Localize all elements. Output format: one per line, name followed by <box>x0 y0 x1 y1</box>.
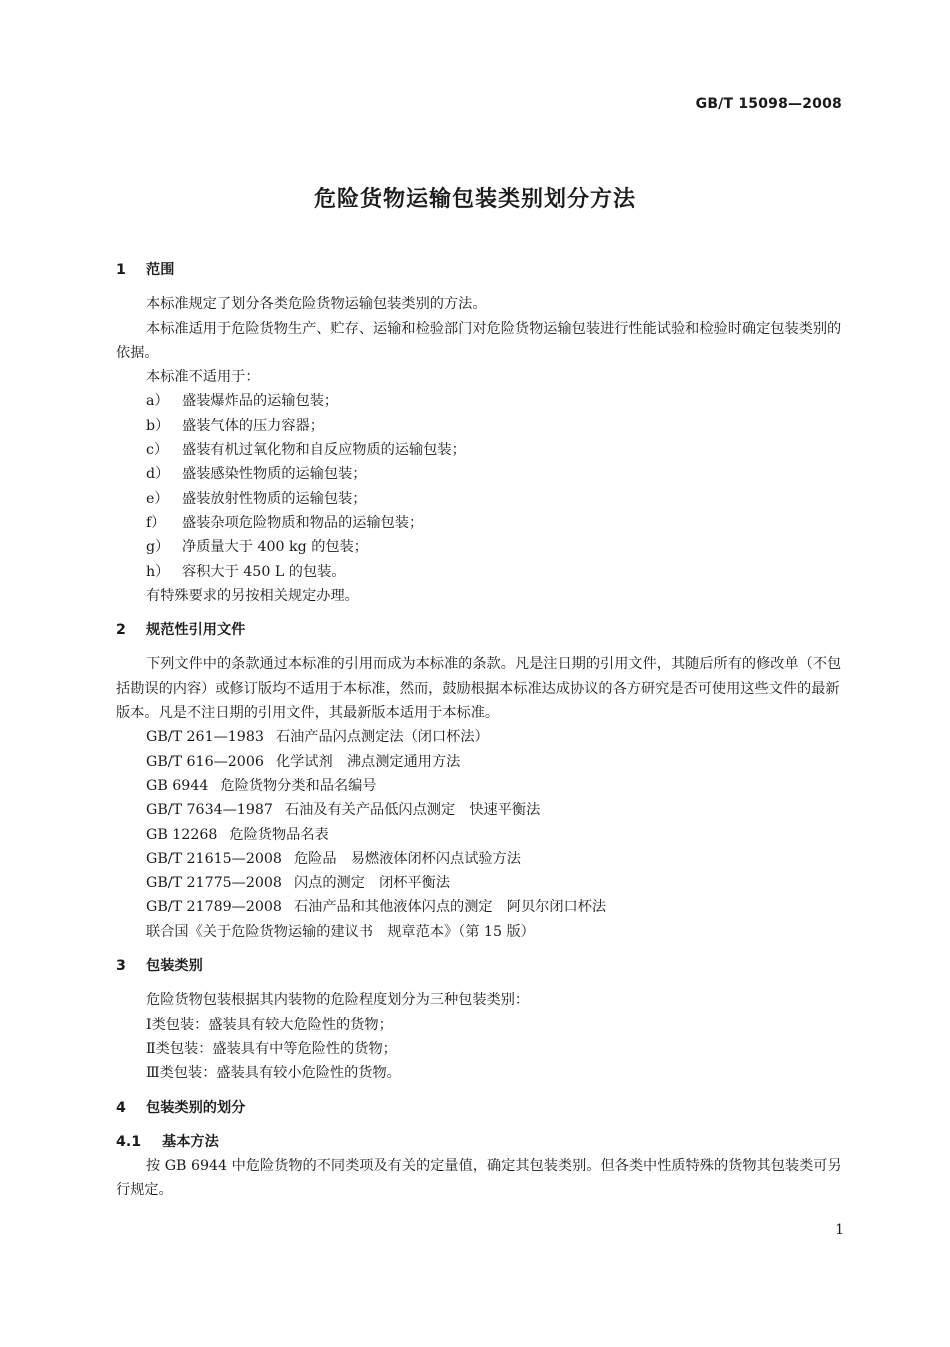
list-item <box>116 389 850 413</box>
list-item-label: d） <box>146 466 170 483</box>
paragraph: 下列文件中的条款通过本标准的引用而成为本标准的条款。凡是注日期的引用文件，其随后所有的修改单（不包括勘误的内容）或修订版均不适用于本标准，然而，鼓励根据本标准达成协议的各方研究是否可使用这些文件的最新版本。凡是不注日期的引用文件，其最新版本适用于本标准。 <box>116 656 842 722</box>
reference-code: GB/T 21789—2008 <box>146 899 282 916</box>
reference-item <box>116 798 850 822</box>
reference-title: 危险货物分类和品名编号 <box>220 777 377 794</box>
list-item-label: e） <box>146 490 169 507</box>
paragraph: 按 GB 6944 中危险货物的不同类项及有关的定量值，确定其包装类别。但各类中性质特殊的货物其包装类可另行规定。 <box>116 1158 842 1199</box>
reference-code: GB/T 7634—1987 <box>146 802 273 819</box>
reference-code: GB/T 616—2006 <box>146 753 264 770</box>
document-body <box>116 258 850 1203</box>
reference-title: 危险品 易燃液体闭杯闪点试验方法 <box>293 850 521 867</box>
list-item-text: 盛装放射性物质的运输包装； <box>182 490 367 507</box>
packing-class-item: Ⅰ类包装：盛装具有较大危险性的货物； <box>146 1016 393 1033</box>
section-1-heading <box>116 258 850 282</box>
reference-item <box>116 725 850 749</box>
section-2-heading <box>116 618 850 642</box>
list-item <box>116 414 850 438</box>
section-3-heading <box>116 954 850 978</box>
subsection-title: 基本方法 <box>162 1133 219 1150</box>
list-item-text: 盛装感染性物质的运输包装； <box>182 466 367 483</box>
section-number: 3 <box>116 958 126 975</box>
list-item-label: f） <box>146 514 166 531</box>
section-title: 范围 <box>146 262 175 278</box>
page-number: 1 <box>835 1222 844 1238</box>
list-item <box>116 462 850 486</box>
reference-item <box>116 895 850 919</box>
reference-code: GB 12268 <box>146 826 218 843</box>
reference-code: GB/T 21775—2008 <box>146 875 282 892</box>
list-item <box>116 511 850 535</box>
reference-item <box>116 871 850 895</box>
section-4-heading <box>116 1096 850 1120</box>
section-number: 1 <box>116 262 126 278</box>
reference-title: 石油产品和其他液体闪点的测定 阿贝尔闭口杯法 <box>293 899 607 916</box>
list-item <box>116 535 850 559</box>
document-title: 危险货物运输包装类别划分方法 <box>313 187 636 212</box>
reference-title: 石油产品闪点测定法（闭口杯法） <box>275 729 489 746</box>
list-item-label: h） <box>146 563 170 580</box>
list-item-label: b） <box>146 417 170 434</box>
list-item-text: 容积大于 450 L 的包装。 <box>182 563 346 580</box>
reference-title: 闪点的测定 闭杯平衡法 <box>293 875 451 892</box>
list-item-text: 盛装杂项危险物质和物品的运输包装； <box>182 514 424 531</box>
list-item <box>116 487 850 511</box>
reference-title: 化学试剂 沸点测定通用方法 <box>275 753 461 770</box>
section-title: 包装类别 <box>146 958 203 975</box>
reference-title: 危险货物品名表 <box>229 826 329 843</box>
list-item-label: g） <box>146 539 170 556</box>
paragraph: 危险货物包装根据其内装物的危险程度划分为三种包装类别： <box>146 992 530 1009</box>
paragraph: 本标准规定了划分各类危险货物运输包装类别的方法。 <box>146 296 487 313</box>
paragraph: 有特殊要求的另按相关规定办理。 <box>146 587 359 604</box>
subsection-number: 4.1 <box>116 1133 142 1150</box>
packing-class-item: Ⅲ类包装：盛装具有较小危险性的货物。 <box>146 1065 401 1082</box>
list-item-text: 盛装爆炸品的运输包装； <box>182 393 339 410</box>
list-item <box>116 560 850 584</box>
section-number: 4 <box>116 1099 126 1116</box>
paragraph: 本标准适用于危险货物生产、贮存、运输和检验部门对危险货物运输包装进行性能试验和检验时确定包装类别的依据。 <box>116 320 842 361</box>
list-item <box>116 438 850 462</box>
packing-class-item: Ⅱ类包装：盛装具有中等危险性的货物； <box>146 1040 397 1057</box>
list-item-text: 盛装气体的压力容器； <box>182 417 324 434</box>
list-item-text: 盛装有机过氧化物和自反应物质的运输包装； <box>182 442 466 459</box>
reference-item <box>116 847 850 871</box>
reference-code: GB/T 21615—2008 <box>146 850 282 867</box>
list-item-label: c） <box>146 442 169 459</box>
reference-code: GB 6944 <box>146 777 209 794</box>
reference-item <box>116 774 850 798</box>
reference-item <box>116 823 850 847</box>
reference-un: 联合国《关于危险货物运输的建议书 规章范本》（第 15 版） <box>146 923 535 940</box>
paragraph: 本标准不适用于： <box>146 369 260 386</box>
section-title: 包装类别的划分 <box>146 1099 246 1116</box>
section-title: 规范性引用文件 <box>146 622 246 639</box>
reference-code: GB/T 261—1983 <box>146 729 264 746</box>
reference-item <box>116 750 850 774</box>
standard-code: GB/T 15098—2008 <box>695 96 842 112</box>
section-number: 2 <box>116 622 126 639</box>
list-item-text: 净质量大于 400 kg 的包装； <box>182 539 368 556</box>
reference-title: 石油及有关产品低闪点测定 快速平衡法 <box>284 802 541 819</box>
list-item-label: a） <box>146 393 169 410</box>
subsection-4-1-heading <box>116 1130 850 1154</box>
